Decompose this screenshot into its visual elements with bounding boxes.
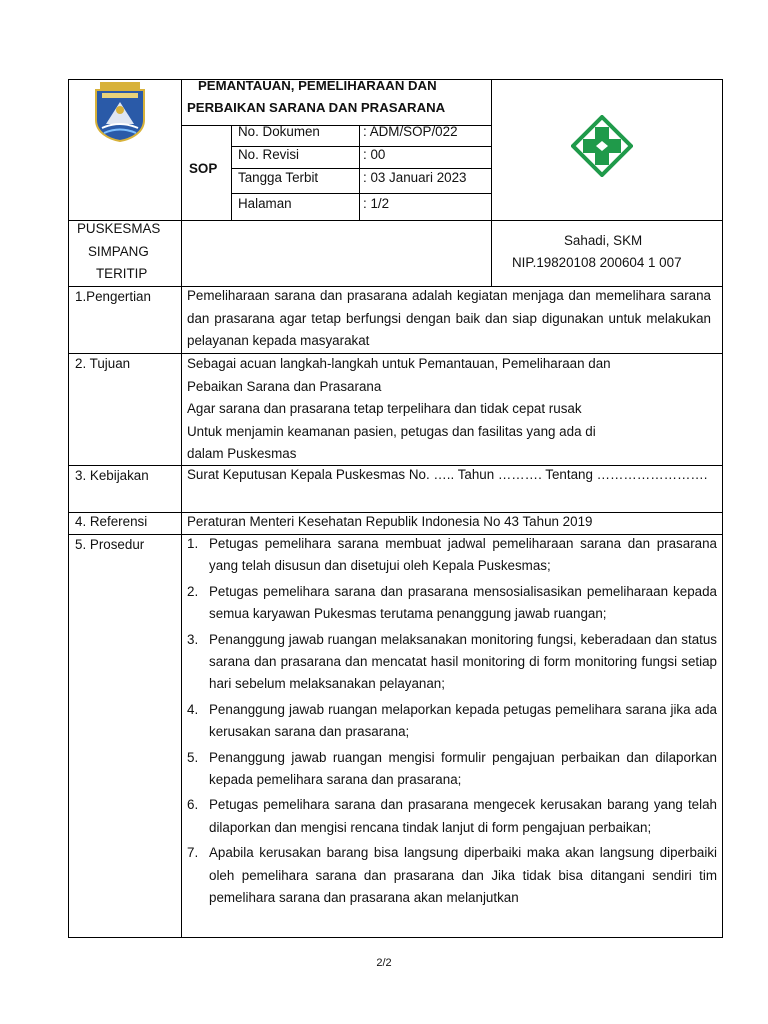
meta-value-no-dokumen: : ADM/SOP/022 <box>363 124 458 139</box>
meta-label-tanggal-terbit: Tangga Terbit <box>238 170 319 185</box>
org-name-line-3: TERITIP <box>96 266 148 281</box>
prosedur-item <box>187 629 717 696</box>
tujuan-line: Untuk menjamin keamanan pasien, petugas dan fasilitas yang ada di <box>187 424 596 439</box>
col-separator-logo <box>491 79 492 286</box>
prosedur-item-number: 5. <box>187 749 199 765</box>
meta-label-no-revisi: No. Revisi <box>238 147 300 162</box>
col-separator-label <box>181 79 182 938</box>
section-text-referensi: Peraturan Menteri Kesehatan Republik Indonesia No 43 Tahun 2019 <box>187 514 593 529</box>
table-border-right-body <box>722 287 723 938</box>
tujuan-line: Agar sarana dan prasarana tetap terpelihara dan tidak cepat rusak <box>187 401 582 416</box>
meta-value-halaman: : 1/2 <box>363 196 390 211</box>
prosedur-item-text: Apabila kerusakan barang bisa langsung diperbaiki maka akan langsung diperbaiki oleh pemelihara sarana dan prasarana dan Jika tidak bisa ditangani sendiri tim pemelihara sarana dan prasarana akan melanjutkan <box>209 845 717 906</box>
table-border-left <box>68 79 69 938</box>
tujuan-line: Pebaikan Sarana dan Prasarana <box>187 379 382 394</box>
meta-value-no-revisi: : 00 <box>363 147 386 162</box>
prosedur-item-number: 1. <box>187 536 199 551</box>
prosedur-item-text: Penanggung jawab ruangan melaporkan kepada petugas pemelihara sarana jika ada kerusakan sarana dan prasarana; <box>209 701 717 740</box>
section-label-prosedur: 5. Prosedur <box>75 537 145 552</box>
puskesmas-cross-icon <box>571 115 633 177</box>
col-separator-meta <box>359 125 360 220</box>
prosedur-item-text: Penanggung jawab ruangan melaksanakan monitoring fungsi, keberadaan dan status sarana dan prasarana dan mencatat hasil monitoring di form monitoring fungsi setiap hari sebelum melaksanakan pelayanan; <box>209 631 717 692</box>
meta-label-no-dokumen: No. Dokumen <box>238 124 320 139</box>
page-number: 2/2 <box>376 957 392 969</box>
org-name-line-1: PUSKESMAS <box>77 221 161 236</box>
prosedur-item-text: Petugas pemelihara sarana membuat jadwal pemeliharaan sarana dan prasarana yang telah disusun dan disetujui oleh Kepala Puskesmas; <box>209 536 717 574</box>
prosedur-item-number: 3. <box>187 631 199 647</box>
prosedur-item-text: Petugas pemelihara sarana dan prasarana mensosialisasikan pemeliharaan kepada semua karyawan Pukesmas terutama penanggung jawab ruangan; <box>209 583 717 622</box>
prosedur-item-number: 2. <box>187 583 199 599</box>
prosedur-item-number: 4. <box>187 701 199 717</box>
prosedur-item <box>187 747 717 792</box>
sop-label: SOP <box>189 161 218 176</box>
prosedur-item-text: Penanggung jawab ruangan mengisi formulir pengajuan perbaikan dan dilaporkan kepada pemelihara sarana dan prasarana; <box>209 749 717 788</box>
tujuan-line: dalam Puskesmas <box>187 446 297 461</box>
prosedur-item <box>187 794 717 839</box>
prosedur-item <box>187 581 717 626</box>
document-title-line-2: PERBAIKAN SARANA DAN PRASARANA <box>187 100 446 115</box>
meta-line-3 <box>231 193 491 194</box>
table-border-right-header <box>722 79 723 286</box>
prosedur-item-number: 7. <box>187 845 199 861</box>
meta-value-tanggal-terbit: : 03 Januari 2023 <box>363 170 467 185</box>
prosedur-item <box>187 842 717 909</box>
meta-label-halaman: Halaman <box>238 196 292 211</box>
section-text-kebijakan: Surat Keputusan Kepala Puskesmas No. ….. Tahun ………. Tentang ……………………. <box>187 467 708 482</box>
prosedur-item <box>187 699 717 744</box>
prosedur-list <box>187 533 717 936</box>
table-bottom-line <box>68 937 723 938</box>
row-line-referensi <box>68 512 723 513</box>
col-separator-sop <box>231 125 232 220</box>
section-label-referensi: 4. Referensi <box>75 514 148 529</box>
regency-logo <box>92 80 148 142</box>
signer-nip: NIP.19820108 200604 1 007 <box>512 255 682 270</box>
row-line-tujuan <box>68 353 723 354</box>
section-text-pengertian: Pemeliharaan sarana dan prasarana adalah kegiatan menjaga dan memelihara sarana dan prasarana agar tetap berfungsi dengan baik dan siap digunakan untuk melakukan pelayanan kepada masyarakat <box>187 288 711 348</box>
tujuan-line: Sebagai acuan langkah-langkah untuk Pemantauan, Pemeliharaan dan <box>187 356 611 371</box>
meta-line-2 <box>231 168 491 169</box>
section-label-kebijakan: 3. Kebijakan <box>75 468 149 483</box>
org-name-line-2: SIMPANG <box>88 244 149 259</box>
table-border-top-right <box>700 79 723 80</box>
document-title-line-1: PEMANTAUAN, PEMELIHARAAN DAN <box>198 78 437 93</box>
prosedur-item-text: Petugas pemelihara sarana dan prasarana mengecek kerusakan barang yang telah dilaporkan dan mengisi rencana tindak lanjut di form pengajuan perbaikan; <box>209 797 717 835</box>
section-label-pengertian: 1.Pengertian <box>75 289 151 304</box>
section-label-tujuan: 2. Tujuan <box>75 356 131 371</box>
prosedur-item <box>187 533 717 578</box>
signer-name: Sahadi, SKM <box>564 233 643 248</box>
header-divider <box>68 220 723 221</box>
prosedur-item-number: 6. <box>187 797 199 813</box>
